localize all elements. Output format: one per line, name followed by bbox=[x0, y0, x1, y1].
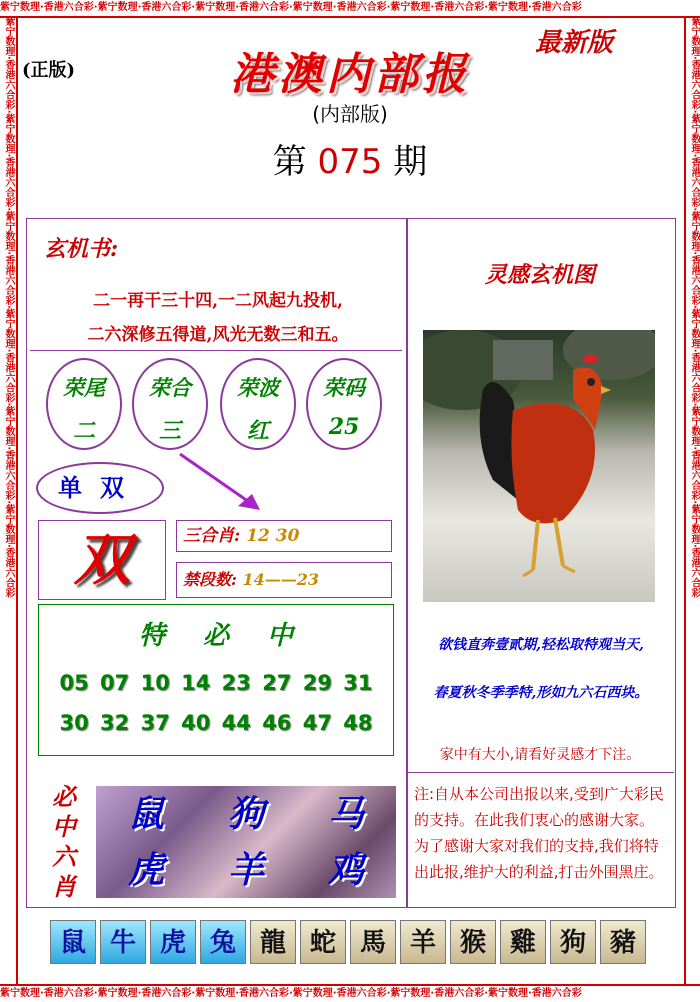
edition-label-left: (正版) bbox=[22, 60, 76, 81]
zodiac-tile: 鼠 bbox=[50, 920, 96, 964]
zodiac-tile: 龍 bbox=[250, 920, 296, 964]
right-poem-line-1: 欲钱直奔壹贰期,轻松取特观当天, bbox=[438, 637, 644, 653]
bizhong-char: 六 bbox=[52, 842, 76, 871]
issue-prefix: 第 bbox=[272, 142, 307, 182]
zodiac-cell: 鼠 bbox=[127, 793, 164, 835]
zodiac-tile: 豬 bbox=[600, 920, 646, 964]
zodiac-cell: 羊 bbox=[227, 849, 264, 891]
xuanji-line-2: 二六深修五得道,风光无数三和五。 bbox=[87, 325, 349, 345]
bizhong-char: 肖 bbox=[52, 872, 76, 901]
dan-shuang-text: 单双 bbox=[58, 473, 142, 502]
six-zodiac-grid bbox=[96, 786, 396, 898]
xuanji-heading: 玄机书: bbox=[44, 236, 119, 262]
page-title: 港澳内部报 bbox=[230, 49, 470, 100]
rooster-photo bbox=[423, 330, 655, 602]
edition-label-right: 最新版 bbox=[535, 28, 614, 58]
oval-rong-he bbox=[132, 358, 208, 450]
zodiac-tile: 羊 bbox=[400, 920, 446, 964]
issue-suffix: 期 bbox=[393, 142, 428, 182]
oval-rong-ma bbox=[306, 358, 382, 450]
right-poem-line-2: 春夏秋冬季季特,形如九六石西块。 bbox=[433, 685, 649, 701]
oval-value: 红 bbox=[246, 418, 269, 444]
zodiac-tile: 馬 bbox=[350, 920, 396, 964]
zodiac-tile: 牛 bbox=[100, 920, 146, 964]
xuanji-line-1: 二一再干三十四,一二风起九投机, bbox=[93, 291, 343, 311]
oval-label: 荣波 bbox=[237, 375, 279, 400]
page-subtitle: (内部版) bbox=[312, 102, 388, 126]
jinduan-box bbox=[176, 562, 392, 598]
oval-value: 25 bbox=[328, 414, 360, 440]
border-right-strip: 紫宁数理·香港六合彩·紫宁数理·香港六合彩·紫宁数理·香港六合彩·紫宁数理·香港六合彩·紫宁数理·香港六合彩·紫宁数理·香港六合彩 bbox=[684, 16, 700, 984]
sanhe-label: 三合肖: bbox=[183, 526, 241, 546]
right-note: 家中有大小,请看好灵感才下注。 bbox=[439, 747, 641, 763]
zodiac-tile: 虎 bbox=[150, 920, 196, 964]
zodiac-tile: 猴 bbox=[450, 920, 496, 964]
zodiac-tile: 蛇 bbox=[300, 920, 346, 964]
issue-number bbox=[0, 134, 700, 183]
tebi-title: 特必中 bbox=[138, 621, 331, 651]
oval-label: 荣尾 bbox=[63, 375, 105, 400]
bizhong-label bbox=[48, 782, 80, 902]
divider bbox=[30, 350, 402, 351]
jinduan-value: 14——23 bbox=[242, 570, 320, 589]
bizhong-char: 中 bbox=[52, 812, 76, 841]
dan-shuang-oval bbox=[36, 462, 164, 514]
sanhe-value: 12 30 bbox=[246, 526, 300, 546]
notice-text: 注:自从本公司出报以来,受到广大彩民的支持。在此我们衷心的感谢大家。为了感谢大家对我们的支持,我们将特出此报,维护大的利益,打击外围黑庄。 bbox=[406, 772, 674, 906]
zodiac-cell: 鸡 bbox=[327, 849, 364, 891]
lingan-title: 灵感玄机图 bbox=[484, 262, 595, 288]
zodiac-cell: 狗 bbox=[227, 793, 264, 835]
zodiac-tile: 雞 bbox=[500, 920, 546, 964]
jinduan-label: 禁段数: bbox=[183, 570, 237, 589]
rooster-icon bbox=[423, 330, 655, 602]
zodiac-row bbox=[50, 920, 650, 964]
border-left-strip: 紫宁数理·香港六合彩·紫宁数理·香港六合彩·紫宁数理·香港六合彩·紫宁数理·香港六合彩·紫宁数理·香港六合彩·紫宁数理·香港六合彩 bbox=[0, 16, 18, 984]
tebi-box bbox=[38, 604, 394, 756]
border-bottom-strip: 紫宁数理·香港六合彩·紫宁数理·香港六合彩·紫宁数理·香港六合彩·紫宁数理·香港六合彩·紫宁数理·香港六合彩·紫宁数理·香港六合彩 bbox=[0, 984, 700, 1002]
tebi-numbers-row-1: 05 07 10 14 23 27 29 31 bbox=[59, 671, 373, 695]
border-top-strip: 紫宁数理·香港六合彩·紫宁数理·香港六合彩·紫宁数理·香港六合彩·紫宁数理·香港六合彩·紫宁数理·香港六合彩·紫宁数理·香港六合彩 bbox=[0, 0, 700, 18]
zodiac-cell: 虎 bbox=[127, 849, 164, 891]
issue-value: 075 bbox=[317, 142, 383, 182]
oval-rong-bo bbox=[220, 358, 296, 450]
big-shuang-char: 双 bbox=[38, 520, 166, 600]
zodiac-cell: 马 bbox=[327, 793, 364, 835]
oval-value: 二 bbox=[72, 418, 95, 444]
oval-rong-wei bbox=[46, 358, 122, 450]
oval-value: 三 bbox=[158, 418, 181, 444]
oval-label: 荣码 bbox=[323, 375, 365, 400]
arrow-icon bbox=[176, 450, 266, 516]
bizhong-char: 必 bbox=[52, 782, 76, 811]
zodiac-tile: 狗 bbox=[550, 920, 596, 964]
oval-label: 荣合 bbox=[149, 375, 191, 400]
tebi-numbers-row-2: 30 32 37 40 44 46 47 48 bbox=[59, 711, 373, 735]
sanhe-box bbox=[176, 520, 392, 552]
zodiac-tile: 兔 bbox=[200, 920, 246, 964]
